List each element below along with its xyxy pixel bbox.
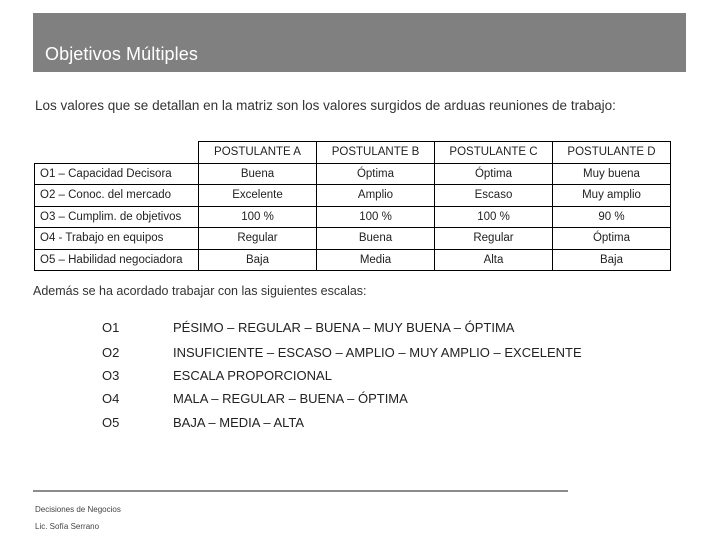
table-row <box>35 249 671 271</box>
row-label: O4 - Trabajo en equipos <box>35 228 199 250</box>
row-label: O1 – Capacidad Decisora <box>35 163 199 185</box>
table-cell: 100 % <box>435 206 553 228</box>
footer-author: Lic. Sofía Serrano <box>35 522 100 531</box>
table-cell: Media <box>317 249 435 271</box>
table-cell: Regular <box>435 228 553 250</box>
scale-text: ESCALA PROPORCIONAL <box>173 368 332 383</box>
column-header: POSTULANTE D <box>553 142 671 164</box>
table-cell: 100 % <box>199 206 317 228</box>
table-cell: Excelente <box>199 185 317 207</box>
table-row <box>35 206 671 228</box>
table-cell: Óptima <box>553 228 671 250</box>
scale-code: O3 <box>102 368 120 383</box>
table-cell: Buena <box>317 228 435 250</box>
table-cell: Baja <box>199 249 317 271</box>
table-cell: Óptima <box>435 163 553 185</box>
table-cell: Amplio <box>317 185 435 207</box>
table-cell: Escaso <box>435 185 553 207</box>
scale-text: BAJA – MEDIA – ALTA <box>173 415 305 430</box>
table-row <box>35 185 671 207</box>
column-header: POSTULANTE A <box>199 142 317 164</box>
title-bar <box>33 13 686 72</box>
evaluation-matrix <box>34 141 671 271</box>
matrix-corner-cell <box>35 142 199 164</box>
table-cell: Regular <box>199 228 317 250</box>
intro-text: Los valores que se detallan en la matriz son los valores surgidos de arduas reuniones de trabajo: <box>35 98 616 113</box>
row-label: O3 – Cumplim. de objetivos <box>35 206 199 228</box>
scale-code: O5 <box>102 415 120 430</box>
table-cell: Alta <box>435 249 553 271</box>
scale-code: O4 <box>102 391 120 406</box>
table-row <box>35 228 671 250</box>
row-label: O5 – Habilidad negociadora <box>35 249 199 271</box>
page-title: Objetivos Múltiples <box>45 44 198 64</box>
scale-text: PÉSIMO – REGULAR – BUENA – MUY BUENA – ÓPTIMA <box>173 320 515 335</box>
scale-text: MALA – REGULAR – BUENA – ÓPTIMA <box>173 391 408 406</box>
scale-text: INSUFICIENTE – ESCASO – AMPLIO – MUY AMPLIO – EXCELENTE <box>173 345 582 360</box>
row-label: O2 – Conoc. del mercado <box>35 185 199 207</box>
table-cell: Óptima <box>317 163 435 185</box>
footer-course: Decisiones de Negocios <box>35 505 121 514</box>
table-cell: Muy amplio <box>553 185 671 207</box>
matrix-header-row <box>35 142 671 164</box>
table-cell: Baja <box>553 249 671 271</box>
footer-divider <box>33 490 568 492</box>
column-header: POSTULANTE C <box>435 142 553 164</box>
table-row <box>35 163 671 185</box>
scales-intro: Además se ha acordado trabajar con las siguientes escalas: <box>33 284 367 298</box>
table-cell: 100 % <box>317 206 435 228</box>
table-cell: Buena <box>199 163 317 185</box>
table-cell: 90 % <box>553 206 671 228</box>
scale-code: O1 <box>102 320 120 335</box>
scale-code: O2 <box>102 345 120 360</box>
column-header: POSTULANTE B <box>317 142 435 164</box>
table-cell: Muy buena <box>553 163 671 185</box>
